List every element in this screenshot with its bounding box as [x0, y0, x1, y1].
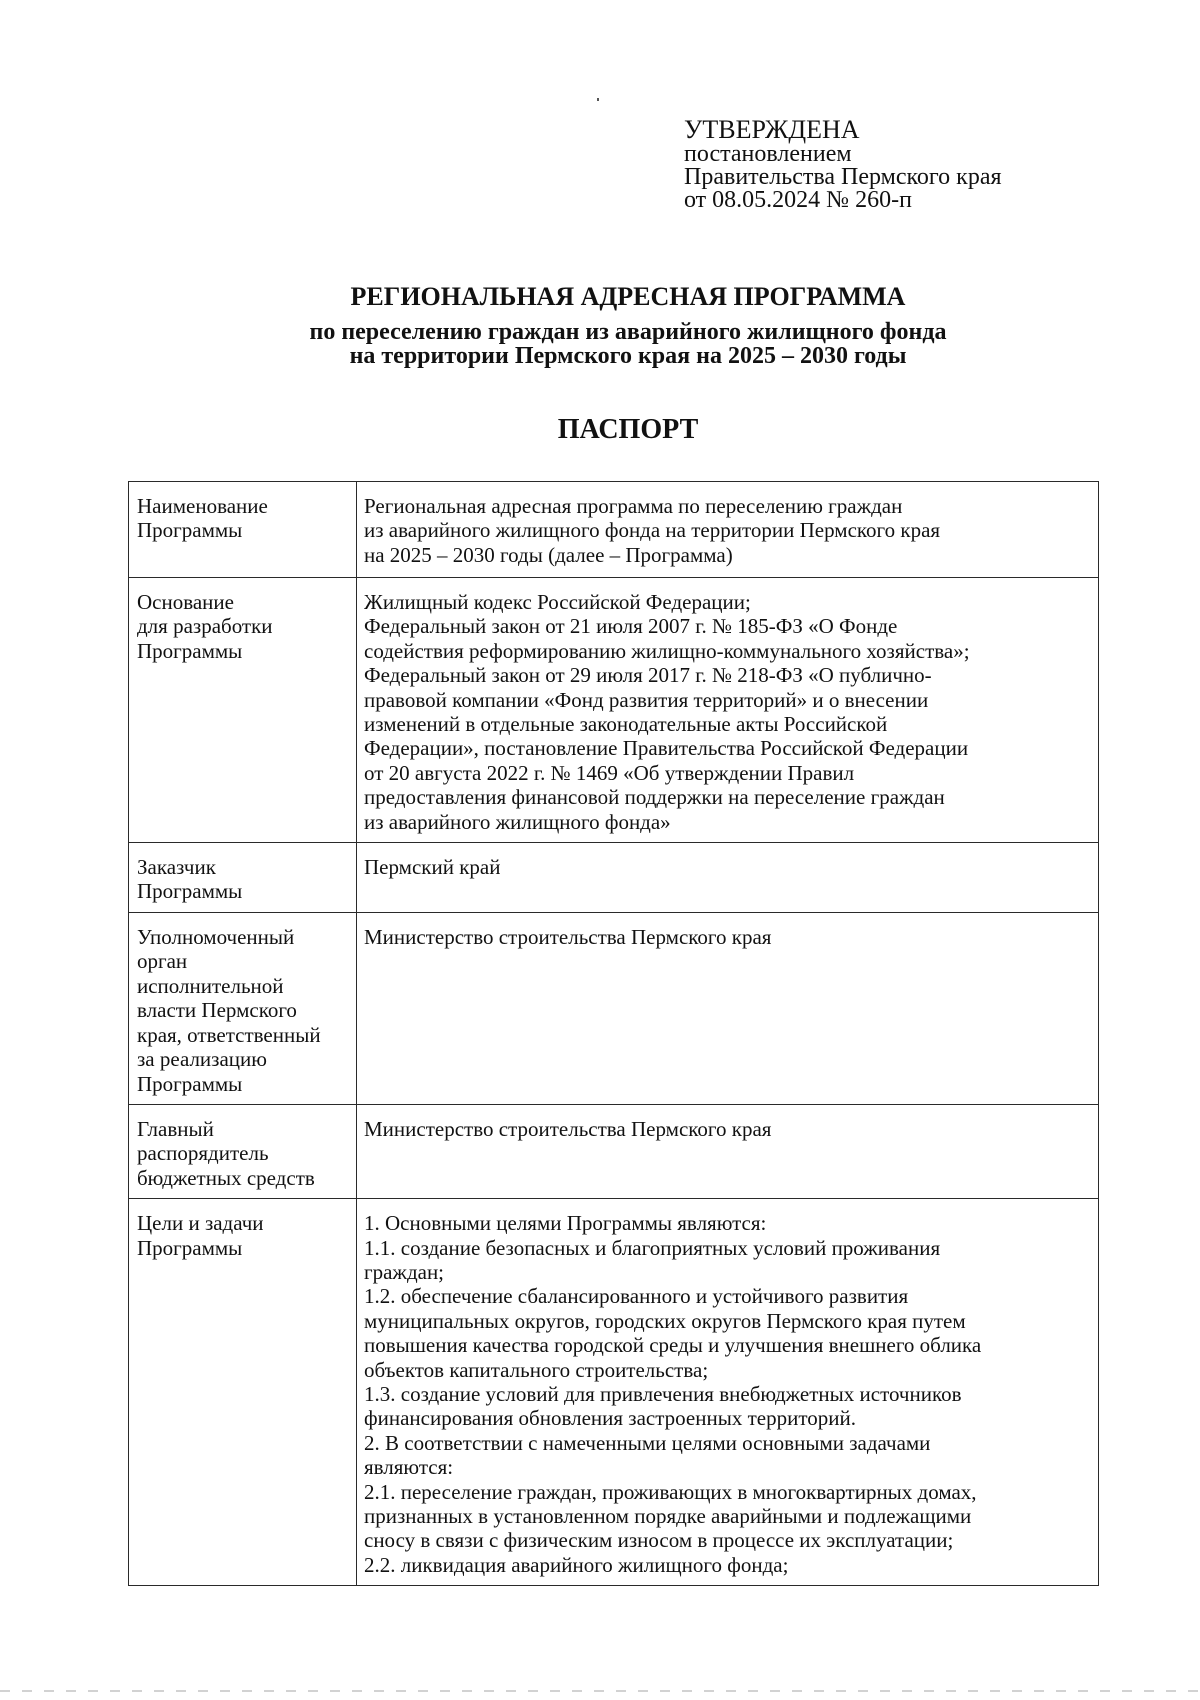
passport-value-goals: [357, 1199, 1099, 1586]
value-line: Жилищный кодекс Российской Федерации;: [364, 590, 751, 614]
value-line: финансирования обновления застроенных территорий.: [364, 1406, 856, 1431]
scan-speck: [597, 98, 599, 101]
label-line: Программы: [137, 518, 243, 543]
value-line: являются:: [364, 1455, 454, 1480]
value-line: 2. В соответствии с намеченными целями основными задачами: [364, 1430, 931, 1455]
passport-row-name: [129, 482, 1099, 578]
value-line: 1. Основными целями Программы являются:: [364, 1211, 767, 1236]
label-line: Программы: [137, 1071, 243, 1096]
label-line: Уполномоченный: [137, 925, 295, 950]
passport-label-goals: [129, 1199, 357, 1586]
passport-value-budget-manager: [357, 1104, 1099, 1198]
label-line: Главный: [137, 1116, 214, 1141]
value-line: граждан;: [364, 1259, 445, 1284]
value-line: объектов капитального строительства;: [364, 1357, 709, 1382]
value-line: сносу в связи с физическим износом в процессе их эксплуатации;: [364, 1528, 954, 1553]
passport-row-customer: [129, 843, 1099, 913]
label-line: Наименование: [137, 494, 268, 518]
value-line: 1.1. создание безопасных и благоприятных условий проживания: [364, 1235, 941, 1260]
label-line: власти Пермского: [137, 998, 297, 1023]
label-line: для разработки: [137, 614, 273, 639]
passport-label-basis: [129, 578, 357, 843]
passport-label-budget-manager: [129, 1104, 357, 1198]
value-line: повышения качества городской среды и улучшения внешнего облика: [364, 1333, 982, 1358]
label-line: Программы: [137, 879, 243, 904]
approval-line-3: от 08.05.2024 № 260-п: [684, 187, 912, 213]
label-line: орган: [137, 949, 188, 974]
passport-row-goals: [129, 1199, 1099, 1586]
value-line: Федеральный закон от 21 июля 2007 г. № 185-ФЗ «О Фонде: [364, 614, 898, 639]
value-line: Пермский край: [364, 855, 501, 880]
passport-row-basis: [129, 578, 1099, 843]
approval-line-1: постановлением: [684, 141, 852, 167]
scan-edge-artifact: [0, 1690, 1200, 1692]
value-line: содействия реформированию жилищно-коммунального хозяйства»;: [364, 638, 970, 663]
passport-heading: ПАСПОРТ: [557, 414, 699, 445]
value-line: Федеральный закон от 29 июля 2017 г. № 218-ФЗ «О публично-: [364, 663, 932, 688]
passport-row-authority: [129, 913, 1099, 1105]
passport-label-customer: [129, 843, 357, 913]
passport-table: [128, 481, 1099, 1586]
program-subtitle: [0, 320, 1200, 368]
passport-label-name: [129, 482, 357, 578]
value-line: Региональная адресная программа по переселению граждан: [364, 494, 903, 518]
passport-label-authority: [129, 913, 357, 1105]
value-line: Министерство строительства Пермского края: [364, 1116, 772, 1141]
value-line: правовой компании «Фонд развития территорий» и о внесении: [364, 687, 929, 712]
value-line: 1.2. обеспечение сбалансированного и устойчивого развития: [364, 1284, 909, 1309]
program-title: РЕГИОНАЛЬНАЯ АДРЕСНАЯ ПРОГРАММА: [350, 282, 906, 311]
approval-approved: УТВЕРЖДЕНА: [684, 115, 860, 144]
passport-value-basis: [357, 578, 1099, 843]
label-line: Цели и задачи: [137, 1211, 264, 1236]
passport-row-budget-manager: [129, 1104, 1099, 1198]
approval-stamp-block: [684, 116, 1002, 212]
value-line: на 2025 – 2030 годы (далее – Программа): [364, 542, 733, 567]
value-line: предоставления финансовой поддержки на переселение граждан: [364, 785, 945, 810]
label-line: Основание: [137, 590, 234, 614]
label-line: края, ответственный: [137, 1022, 321, 1047]
value-line: Министерство строительства Пермского края: [364, 925, 772, 950]
value-line: признанных в установленном порядке аварийными и подлежащими: [364, 1504, 972, 1528]
value-line: изменений в отдельные законодательные акты Российской: [364, 712, 888, 737]
passport-value-customer: [357, 843, 1099, 913]
label-line: бюджетных средств: [137, 1165, 315, 1190]
label-line: за реализацию: [137, 1047, 267, 1072]
value-line: 1.3. создание условий для привлечения внебюджетных источников: [364, 1381, 962, 1406]
passport-value-authority: [357, 913, 1099, 1105]
value-line: Федерации», постановление Правительства Российской Федерации: [364, 736, 969, 761]
value-line: от 20 августа 2022 г. № 1469 «Об утверждении Правил: [364, 760, 855, 785]
passport-value-name: [357, 482, 1099, 578]
label-line: Заказчик: [137, 855, 216, 880]
value-line: из аварийного жилищного фонда»: [364, 809, 671, 834]
value-line: муниципальных округов, городских округов Пермского края путем: [364, 1308, 966, 1333]
label-line: распорядитель: [137, 1141, 269, 1166]
value-line: 2.1. переселение граждан, проживающих в многоквартирных домах,: [364, 1479, 977, 1504]
value-line: 2.2. ликвидация аварийного жилищного фонда;: [364, 1552, 789, 1577]
approval-line-2: Правительства Пермского края: [684, 164, 1002, 190]
label-line: Программы: [137, 638, 243, 663]
label-line: Программы: [137, 1235, 243, 1260]
label-line: исполнительной: [137, 973, 284, 998]
program-subtitle-line-1: по переселению граждан из аварийного жилищного фонда: [309, 319, 947, 345]
value-line: из аварийного жилищного фонда на территории Пермского края: [364, 518, 941, 543]
program-subtitle-line-2: на территории Пермского края на 2025 – 2030 годы: [349, 343, 907, 369]
